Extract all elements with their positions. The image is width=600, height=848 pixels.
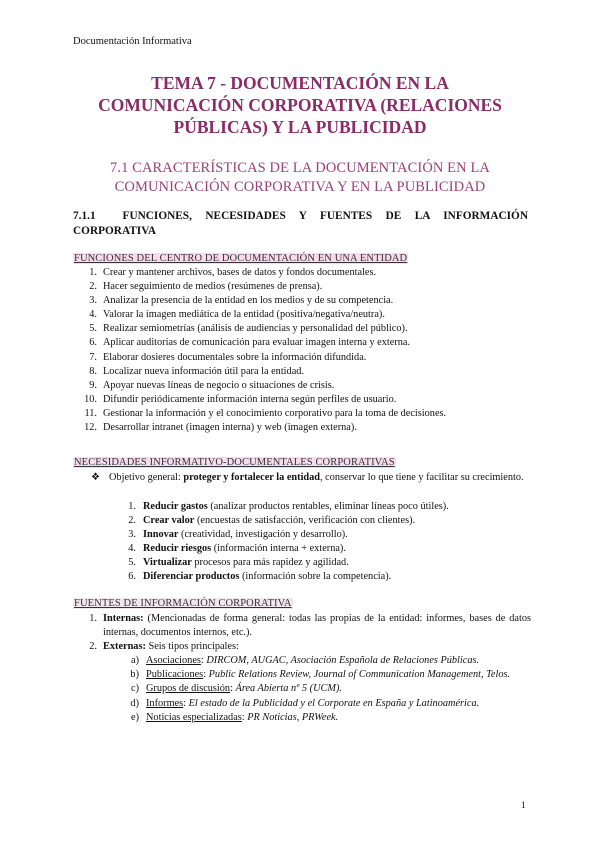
item-number: 5.	[89, 323, 97, 335]
fuente-internas: 1. Internas: (Mencionadas de forma general: todas las propias de la entidad: informes, bases de datos internas, documentos internos, etc.).	[89, 613, 531, 639]
item-bold: Reducir riesgos	[143, 543, 212, 555]
subtitle-line: 7.1 CARACTERÍSTICAS DE LA DOCUMENTACIÓN EN LA	[110, 160, 490, 176]
list-item	[110, 514, 530, 528]
necesidades-heading: NECESIDADES INFORMATIVO-DOCUMENTALES CORPORATIVAS	[74, 457, 395, 468]
item-letter: d)	[130, 697, 139, 709]
item-text: (información sobre la competencia).	[239, 571, 392, 583]
item-label: Noticias especializadas	[146, 711, 242, 723]
item-text: (encuestas de satisfacción, verificación con clientes).	[194, 515, 416, 527]
list-item	[73, 322, 533, 336]
list-item	[73, 379, 533, 393]
item-number: 1.	[89, 267, 97, 278]
item-number: 2.	[89, 281, 97, 293]
list-item	[73, 407, 533, 421]
item-label: Grupos de discusión	[146, 683, 231, 695]
item-number: 10.	[84, 393, 97, 405]
section-heading	[73, 209, 528, 238]
diamond-bullet-icon: ❖	[91, 472, 100, 483]
list-item	[110, 528, 530, 542]
item-text: PR Noticias, PRWeek.	[247, 711, 339, 723]
item-text: (creatividad, investigación y desarrollo).	[178, 529, 348, 541]
item-number: 7.	[89, 351, 97, 363]
item-number: 5.	[128, 557, 136, 569]
item-text: Elaborar dosieres documentales sobre la información difundida.	[103, 351, 367, 363]
item-bold: Diferenciar productos	[143, 571, 240, 583]
fuente-externas: 2. Externas: Seis tipos principales:	[89, 641, 239, 653]
item-letter: b)	[130, 669, 139, 681]
item-text: (analizar productos rentables, eliminar líneas poco útiles).	[207, 501, 449, 512]
funciones-heading: FUNCIONES DEL CENTRO DE DOCUMENTACIÓN EN UNA ENTIDAD	[74, 253, 408, 264]
list-item: d) Informes: El estado de la Publicidad y el Corporate en España y Latinoamérica.	[73, 697, 531, 711]
page-number: 1	[521, 801, 526, 811]
list-item: e) Noticias especializadas: PR Noticias, PRWeek.	[73, 711, 531, 725]
item-number: 9.	[89, 379, 97, 391]
subtitle-line: COMUNICACIÓN CORPORATIVA Y EN LA PUBLICIDAD	[114, 178, 486, 195]
item-label: Informes	[146, 697, 184, 709]
list-item	[110, 556, 530, 570]
item-number: 6.	[89, 337, 97, 349]
item-text: Apoyar nuevas líneas de negocio o situaciones de crisis.	[103, 379, 335, 391]
list-item	[73, 336, 533, 350]
external-types-list	[73, 654, 531, 724]
item-text: Hacer seguimiento de medios (resúmenes de prensa).	[103, 281, 323, 293]
fuentes-list	[73, 612, 531, 725]
item-text: procesos para más rapidez y agilidad.	[191, 557, 349, 569]
item-number: 2.	[128, 515, 136, 527]
item-number: 3.	[128, 529, 136, 541]
title-line: PÚBLICAS) Y LA PUBLICIDAD	[173, 117, 427, 137]
item-text: Public Relations Review, Journal of Communication Management, Telos.	[208, 669, 511, 681]
item-text: Realizar semiometrías (análisis de audiencias y personalidad del público).	[103, 323, 408, 335]
item-text: (información interna + externa).	[211, 543, 346, 555]
item-letter: e)	[131, 711, 139, 723]
list-item	[73, 365, 533, 379]
list-item	[73, 308, 533, 322]
list-item	[110, 500, 530, 514]
item-number: 3.	[89, 295, 97, 307]
funciones-list	[73, 266, 533, 435]
list-item	[73, 280, 533, 294]
item-number: 1.	[128, 501, 136, 512]
item-text: Aplicar auditorías de comunicación para evaluar imagen interna y externa.	[103, 337, 411, 349]
list-item	[110, 542, 530, 556]
list-item	[110, 570, 530, 584]
section-subtitle	[70, 159, 530, 196]
list-item	[73, 266, 533, 280]
list-item: c) Grupos de discusión: Área Abierta nº 5 (UCM).	[73, 682, 531, 696]
item-number: 12.	[84, 422, 97, 434]
item-text: El estado de la Publicidad y el Corporate en España y Latinoamérica.	[188, 697, 480, 709]
item-number: 4.	[128, 543, 136, 555]
item-bold: Virtualizar	[143, 557, 192, 569]
item-text: Localizar nueva información útil para la entidad.	[103, 365, 304, 377]
title-line: COMUNICACIÓN CORPORATIVA (RELACIONES	[98, 95, 502, 115]
item-number: 4.	[89, 309, 97, 321]
list-item	[73, 421, 533, 435]
item-text: DIRCOM, AUGAC, Asociación Española de Relaciones Públicas.	[206, 655, 480, 667]
item-bold: Reducir gastos	[143, 501, 208, 512]
item-text: Difundir periódicamente información interna según perfiles de usuario.	[103, 393, 397, 405]
list-item: a) Asociaciones: DIRCOM, AUGAC, Asociación Española de Relaciones Públicas.	[73, 654, 531, 668]
item-text: Gestionar la información y el conocimiento corporativo para la toma de decisiones.	[103, 407, 447, 419]
fuentes-heading: FUENTES DE INFORMACIÓN CORPORATIVA	[74, 598, 292, 609]
item-text: Crear y mantener archivos, bases de datos y fondos documentales.	[103, 267, 377, 278]
item-label: Asociaciones	[146, 655, 201, 667]
item-text: Área Abierta nº 5 (UCM).	[235, 683, 342, 695]
item-label: Publicaciones	[146, 669, 204, 681]
item-text: Valorar la imagen mediática de la entidad (positiva/negativa/neutra).	[103, 309, 385, 321]
item-letter: c)	[131, 683, 139, 695]
item-number: 8.	[89, 365, 97, 377]
item-bold: Innovar	[143, 529, 179, 541]
objective-paragraph: ❖ Objetivo general: proteger y fortalecer la entidad, conservar lo que tiene y facilitar su crecimiento.	[93, 471, 533, 485]
page-title	[70, 72, 530, 138]
section-number: 7.1.1	[73, 210, 96, 222]
item-number: 11.	[84, 407, 97, 419]
item-number: 6.	[128, 571, 136, 583]
section-heading-text: FUNCIONES, NECESIDADES Y FUENTES DE LA INFORMACIÓN CORPORATIVA	[73, 210, 528, 237]
item-letter: a)	[131, 655, 139, 667]
item-text: Desarrollar intranet (imagen interna) y web (imagen externa).	[103, 422, 357, 434]
item-bold: Crear valor	[143, 515, 195, 527]
list-item	[73, 393, 533, 407]
list-item	[73, 294, 533, 308]
page-header: Documentación Informativa	[73, 36, 192, 47]
list-item	[73, 351, 533, 365]
necesidades-list	[110, 500, 530, 585]
item-text: Analizar la presencia de la entidad en los medios y de su competencia.	[103, 295, 394, 307]
title-line: TEMA 7 - DOCUMENTACIÓN EN LA	[151, 73, 449, 93]
list-item: b) Publicaciones: Public Relations Review, Journal of Communication Management, Telos.	[73, 668, 531, 682]
